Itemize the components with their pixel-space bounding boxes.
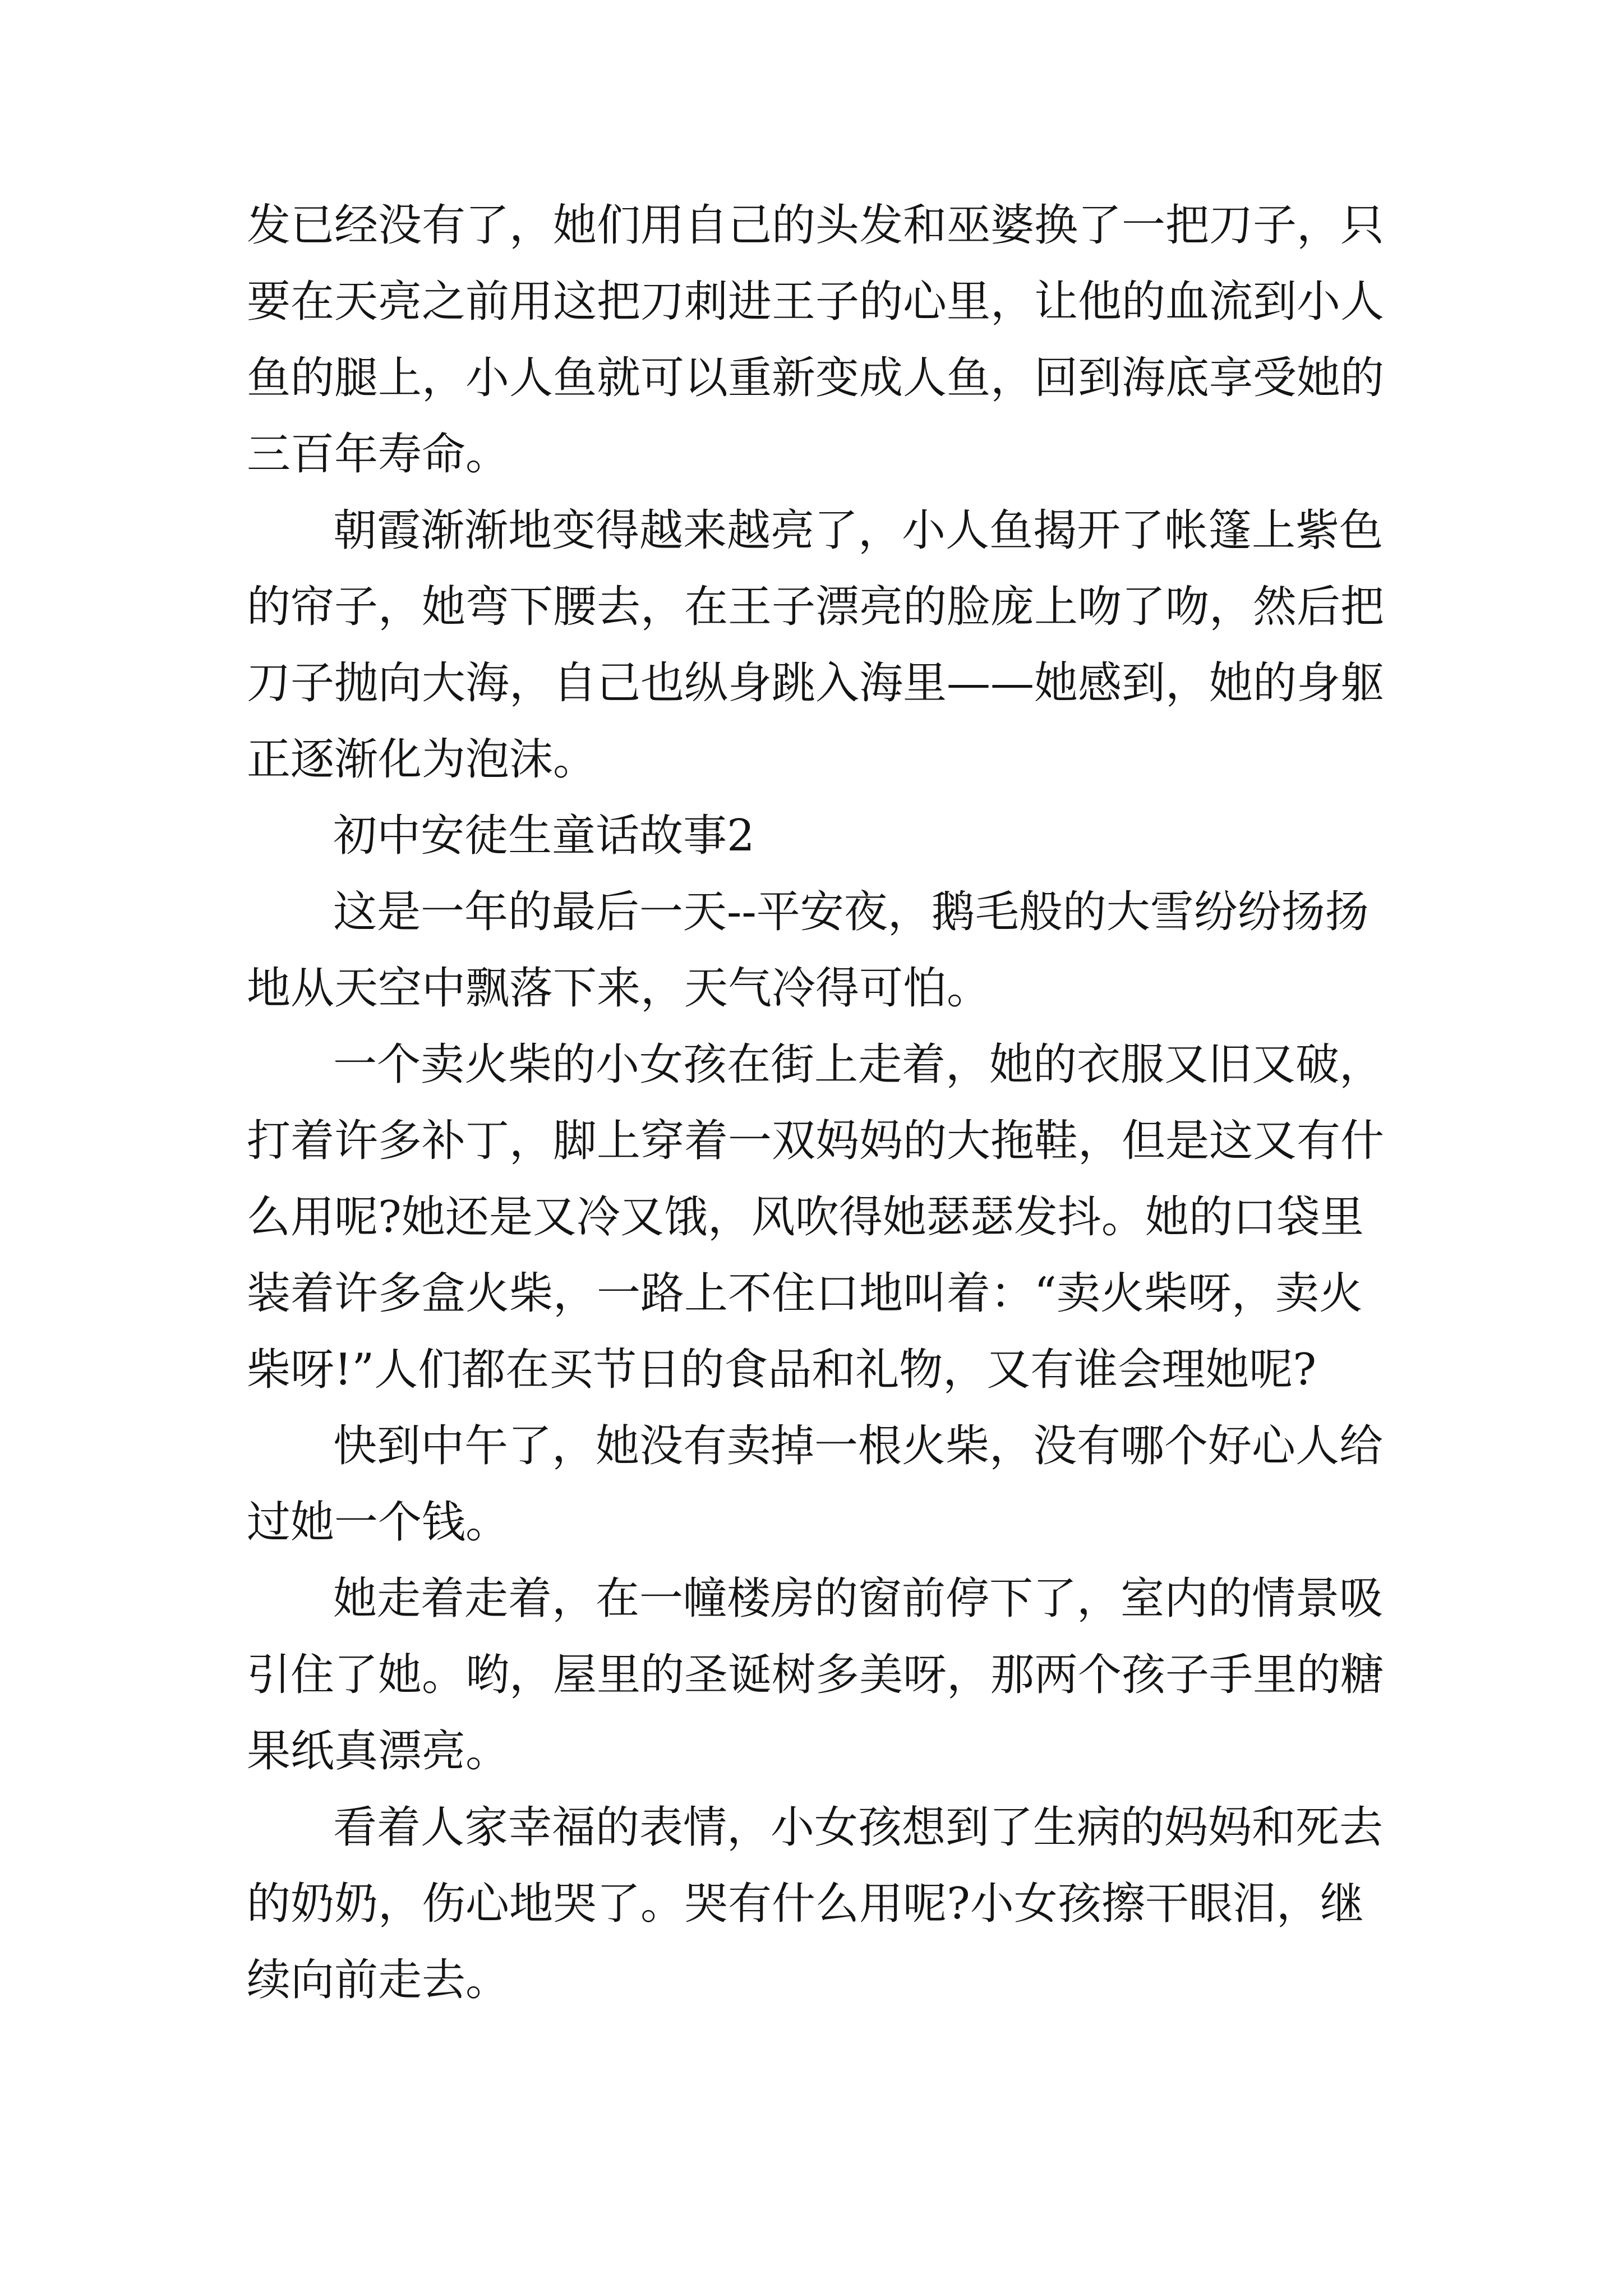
text-line: 续向前走去。 [247,1955,510,2005]
text-line: 刀子抛向大海，自己也纵身跳入海里——她感到，她的身躯 [247,658,1385,708]
text-line: 地从天空中飘落下来，天气冷得可怕。 [247,963,991,1014]
text-line: 三百年寿命。 [247,429,510,480]
text-line: 引住了她。哟，屋里的圣诞树多美呀，那两个孩子手里的糖 [247,1650,1385,1700]
paragraph-first-line: 看着人家幸福的表情，小女孩想到了生病的妈妈和死去 [333,1802,1384,1853]
text-line: 果纸真漂亮。 [247,1726,510,1777]
text-line: 鱼的腿上，小人鱼就可以重新变成人鱼，回到海底享受她的 [247,353,1385,403]
text-line: 柴呀!”人们都在买节日的食品和礼物，又有谁会理她呢? [247,1345,1317,1395]
paragraph-first-line: 快到中午了，她没有卖掉一根火柴，没有哪个好心人给 [333,1421,1384,1471]
text-line: 要在天亮之前用这把刀刺进王子的心里，让他的血流到小人 [247,277,1385,327]
text-line: 打着许多补丁，脚上穿着一双妈妈的大拖鞋，但是这又有什 [247,1116,1385,1166]
text-line: 装着许多盒火柴，一路上不住口地叫着：“卖火柴呀，卖火 [247,1268,1363,1319]
paragraph-first-line: 一个卖火柴的小女孩在街上走着，她的衣服又旧又破， [333,1039,1384,1090]
text-line: 的帘子，她弯下腰去，在王子漂亮的脸庞上吻了吻，然后把 [247,582,1385,632]
paragraph-first-line: 朝霞渐渐地变得越来越亮了，小人鱼揭开了帐篷上紫色 [333,505,1384,556]
story-heading: 初中安徒生童话故事2 [333,811,755,861]
paragraph-first-line: 她走着走着，在一幢楼房的窗前停下了，室内的情景吸 [333,1573,1384,1624]
text-line: 的奶奶，伤心地哭了。哭有什么用呢?小女孩擦干眼泪，继 [247,1879,1364,1929]
paragraph-first-line: 这是一年的最后一天--平安夜，鹅毛般的大雪纷纷扬扬 [333,887,1369,937]
text-line: 发已经没有了，她们用自己的头发和巫婆换了一把刀子，只 [247,200,1385,251]
text-line: 么用呢?她还是又冷又饿，风吹得她瑟瑟发抖。她的口袋里 [247,1192,1364,1243]
text-line: 过她一个钱。 [247,1497,510,1548]
text-line: 正逐渐化为泡沫。 [247,734,597,785]
